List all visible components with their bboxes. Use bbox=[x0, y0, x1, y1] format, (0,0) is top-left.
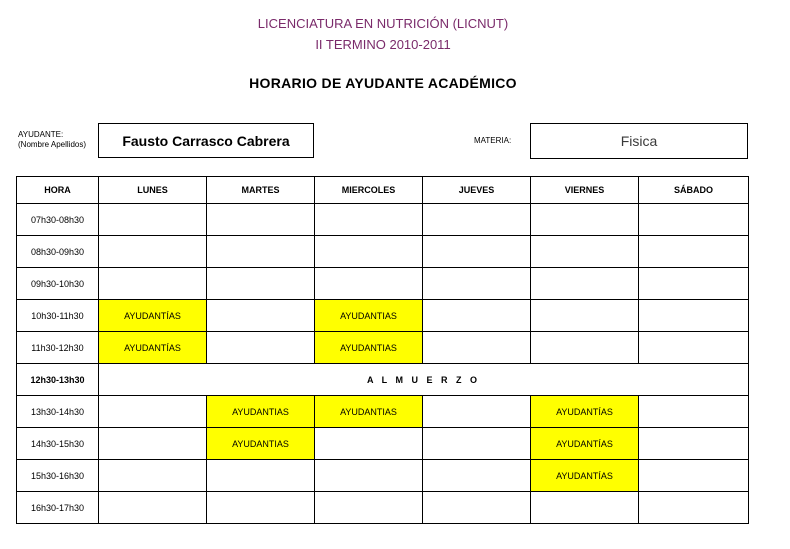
schedule-row bbox=[17, 492, 749, 524]
schedule-cell bbox=[207, 236, 315, 268]
schedule-cell: AYUDANTIAS bbox=[315, 300, 423, 332]
schedule-header-row bbox=[17, 177, 749, 204]
hour-cell: 14h30-15h30 bbox=[17, 428, 99, 460]
schedule-row bbox=[17, 204, 749, 236]
schedule-cell: AYUDANTÍAS bbox=[531, 396, 639, 428]
schedule-cell bbox=[207, 268, 315, 300]
schedule-cell bbox=[639, 428, 749, 460]
hour-cell: 12h30-13h30 bbox=[17, 364, 99, 396]
schedule-row bbox=[17, 300, 749, 332]
schedule-cell: AYUDANTIAS bbox=[207, 428, 315, 460]
schedule-cell bbox=[531, 236, 639, 268]
hour-cell: 08h30-09h30 bbox=[17, 236, 99, 268]
schedule-cell: AYUDANTIAS bbox=[315, 332, 423, 364]
schedule-row bbox=[17, 332, 749, 364]
materia-label: MATERIA: bbox=[474, 136, 512, 145]
schedule-row bbox=[17, 236, 749, 268]
schedule-cell bbox=[315, 492, 423, 524]
schedule-cell bbox=[531, 268, 639, 300]
schedule-cell bbox=[423, 300, 531, 332]
schedule-cell bbox=[207, 204, 315, 236]
schedule-cell bbox=[639, 236, 749, 268]
hour-cell: 11h30-12h30 bbox=[17, 332, 99, 364]
schedule-cell bbox=[423, 204, 531, 236]
column-header-day-3: MIERCOLES bbox=[315, 177, 423, 204]
column-header-day-5: VIERNES bbox=[531, 177, 639, 204]
schedule-row bbox=[17, 460, 749, 492]
schedule-cell: AYUDANTIAS bbox=[207, 396, 315, 428]
schedule-row bbox=[17, 268, 749, 300]
schedule-cell bbox=[99, 492, 207, 524]
column-header-day-1: LUNES bbox=[99, 177, 207, 204]
schedule-row bbox=[17, 364, 749, 396]
schedule-cell bbox=[423, 428, 531, 460]
schedule-cell: AYUDANTÍAS bbox=[531, 460, 639, 492]
schedule-cell bbox=[315, 460, 423, 492]
schedule-cell bbox=[639, 268, 749, 300]
schedule-cell bbox=[207, 332, 315, 364]
schedule-cell bbox=[99, 236, 207, 268]
lunch-break-cell: A L M U E R Z O bbox=[99, 364, 749, 396]
ayudante-label-line2: (Nombre Apellidos) bbox=[18, 140, 87, 149]
column-header-day-6: SÁBADO bbox=[639, 177, 749, 204]
schedule-cell bbox=[99, 396, 207, 428]
hour-cell: 09h30-10h30 bbox=[17, 268, 99, 300]
schedule-cell bbox=[315, 428, 423, 460]
schedule-cell bbox=[99, 204, 207, 236]
schedule-cell bbox=[207, 300, 315, 332]
schedule-cell: AYUDANTÍAS bbox=[99, 332, 207, 364]
hour-cell: 07h30-08h30 bbox=[17, 204, 99, 236]
schedule-cell bbox=[531, 204, 639, 236]
schedule-cell bbox=[639, 460, 749, 492]
schedule-cell bbox=[639, 396, 749, 428]
schedule-cell bbox=[531, 332, 639, 364]
materia-value-box: Fisica bbox=[530, 123, 748, 159]
column-header-hora: HORA bbox=[17, 177, 99, 204]
schedule-cell bbox=[423, 396, 531, 428]
schedule-cell bbox=[99, 428, 207, 460]
schedule-cell bbox=[639, 204, 749, 236]
schedule-cell bbox=[315, 268, 423, 300]
schedule-cell bbox=[423, 268, 531, 300]
schedule-cell: AYUDANTÍAS bbox=[99, 300, 207, 332]
schedule-cell bbox=[531, 300, 639, 332]
hour-cell: 15h30-16h30 bbox=[17, 460, 99, 492]
ayudante-label-line1: AYUDANTE: bbox=[18, 130, 64, 139]
ayudante-label bbox=[18, 130, 86, 150]
program-title: LICENCIATURA EN NUTRICIÓN (LICNUT) bbox=[257, 16, 509, 31]
schedule-cell bbox=[639, 332, 749, 364]
schedule-cell bbox=[423, 460, 531, 492]
schedule-body bbox=[17, 204, 749, 524]
schedule-row bbox=[17, 396, 749, 428]
hour-cell: 16h30-17h30 bbox=[17, 492, 99, 524]
schedule-cell bbox=[423, 492, 531, 524]
schedule-cell bbox=[315, 204, 423, 236]
schedule-cell bbox=[99, 268, 207, 300]
schedule-table bbox=[16, 176, 749, 524]
schedule-cell bbox=[207, 460, 315, 492]
term-subtitle: II TERMINO 2010-2011 bbox=[315, 37, 451, 52]
schedule-cell bbox=[315, 236, 423, 268]
schedule-cell bbox=[423, 236, 531, 268]
schedule-cell bbox=[639, 300, 749, 332]
hour-cell: 10h30-11h30 bbox=[17, 300, 99, 332]
schedule-cell bbox=[99, 460, 207, 492]
page-title: HORARIO DE AYUDANTE ACADÉMICO bbox=[249, 75, 517, 91]
schedule-cell bbox=[639, 492, 749, 524]
hour-cell: 13h30-14h30 bbox=[17, 396, 99, 428]
schedule-cell bbox=[207, 492, 315, 524]
schedule-cell bbox=[423, 332, 531, 364]
schedule-row bbox=[17, 428, 749, 460]
schedule-cell: AYUDANTÍAS bbox=[531, 428, 639, 460]
schedule-cell bbox=[531, 492, 639, 524]
ayudante-name-box: Fausto Carrasco Cabrera bbox=[98, 123, 314, 158]
schedule-cell: AYUDANTIAS bbox=[315, 396, 423, 428]
column-header-day-4: JUEVES bbox=[423, 177, 531, 204]
column-header-day-2: MARTES bbox=[207, 177, 315, 204]
